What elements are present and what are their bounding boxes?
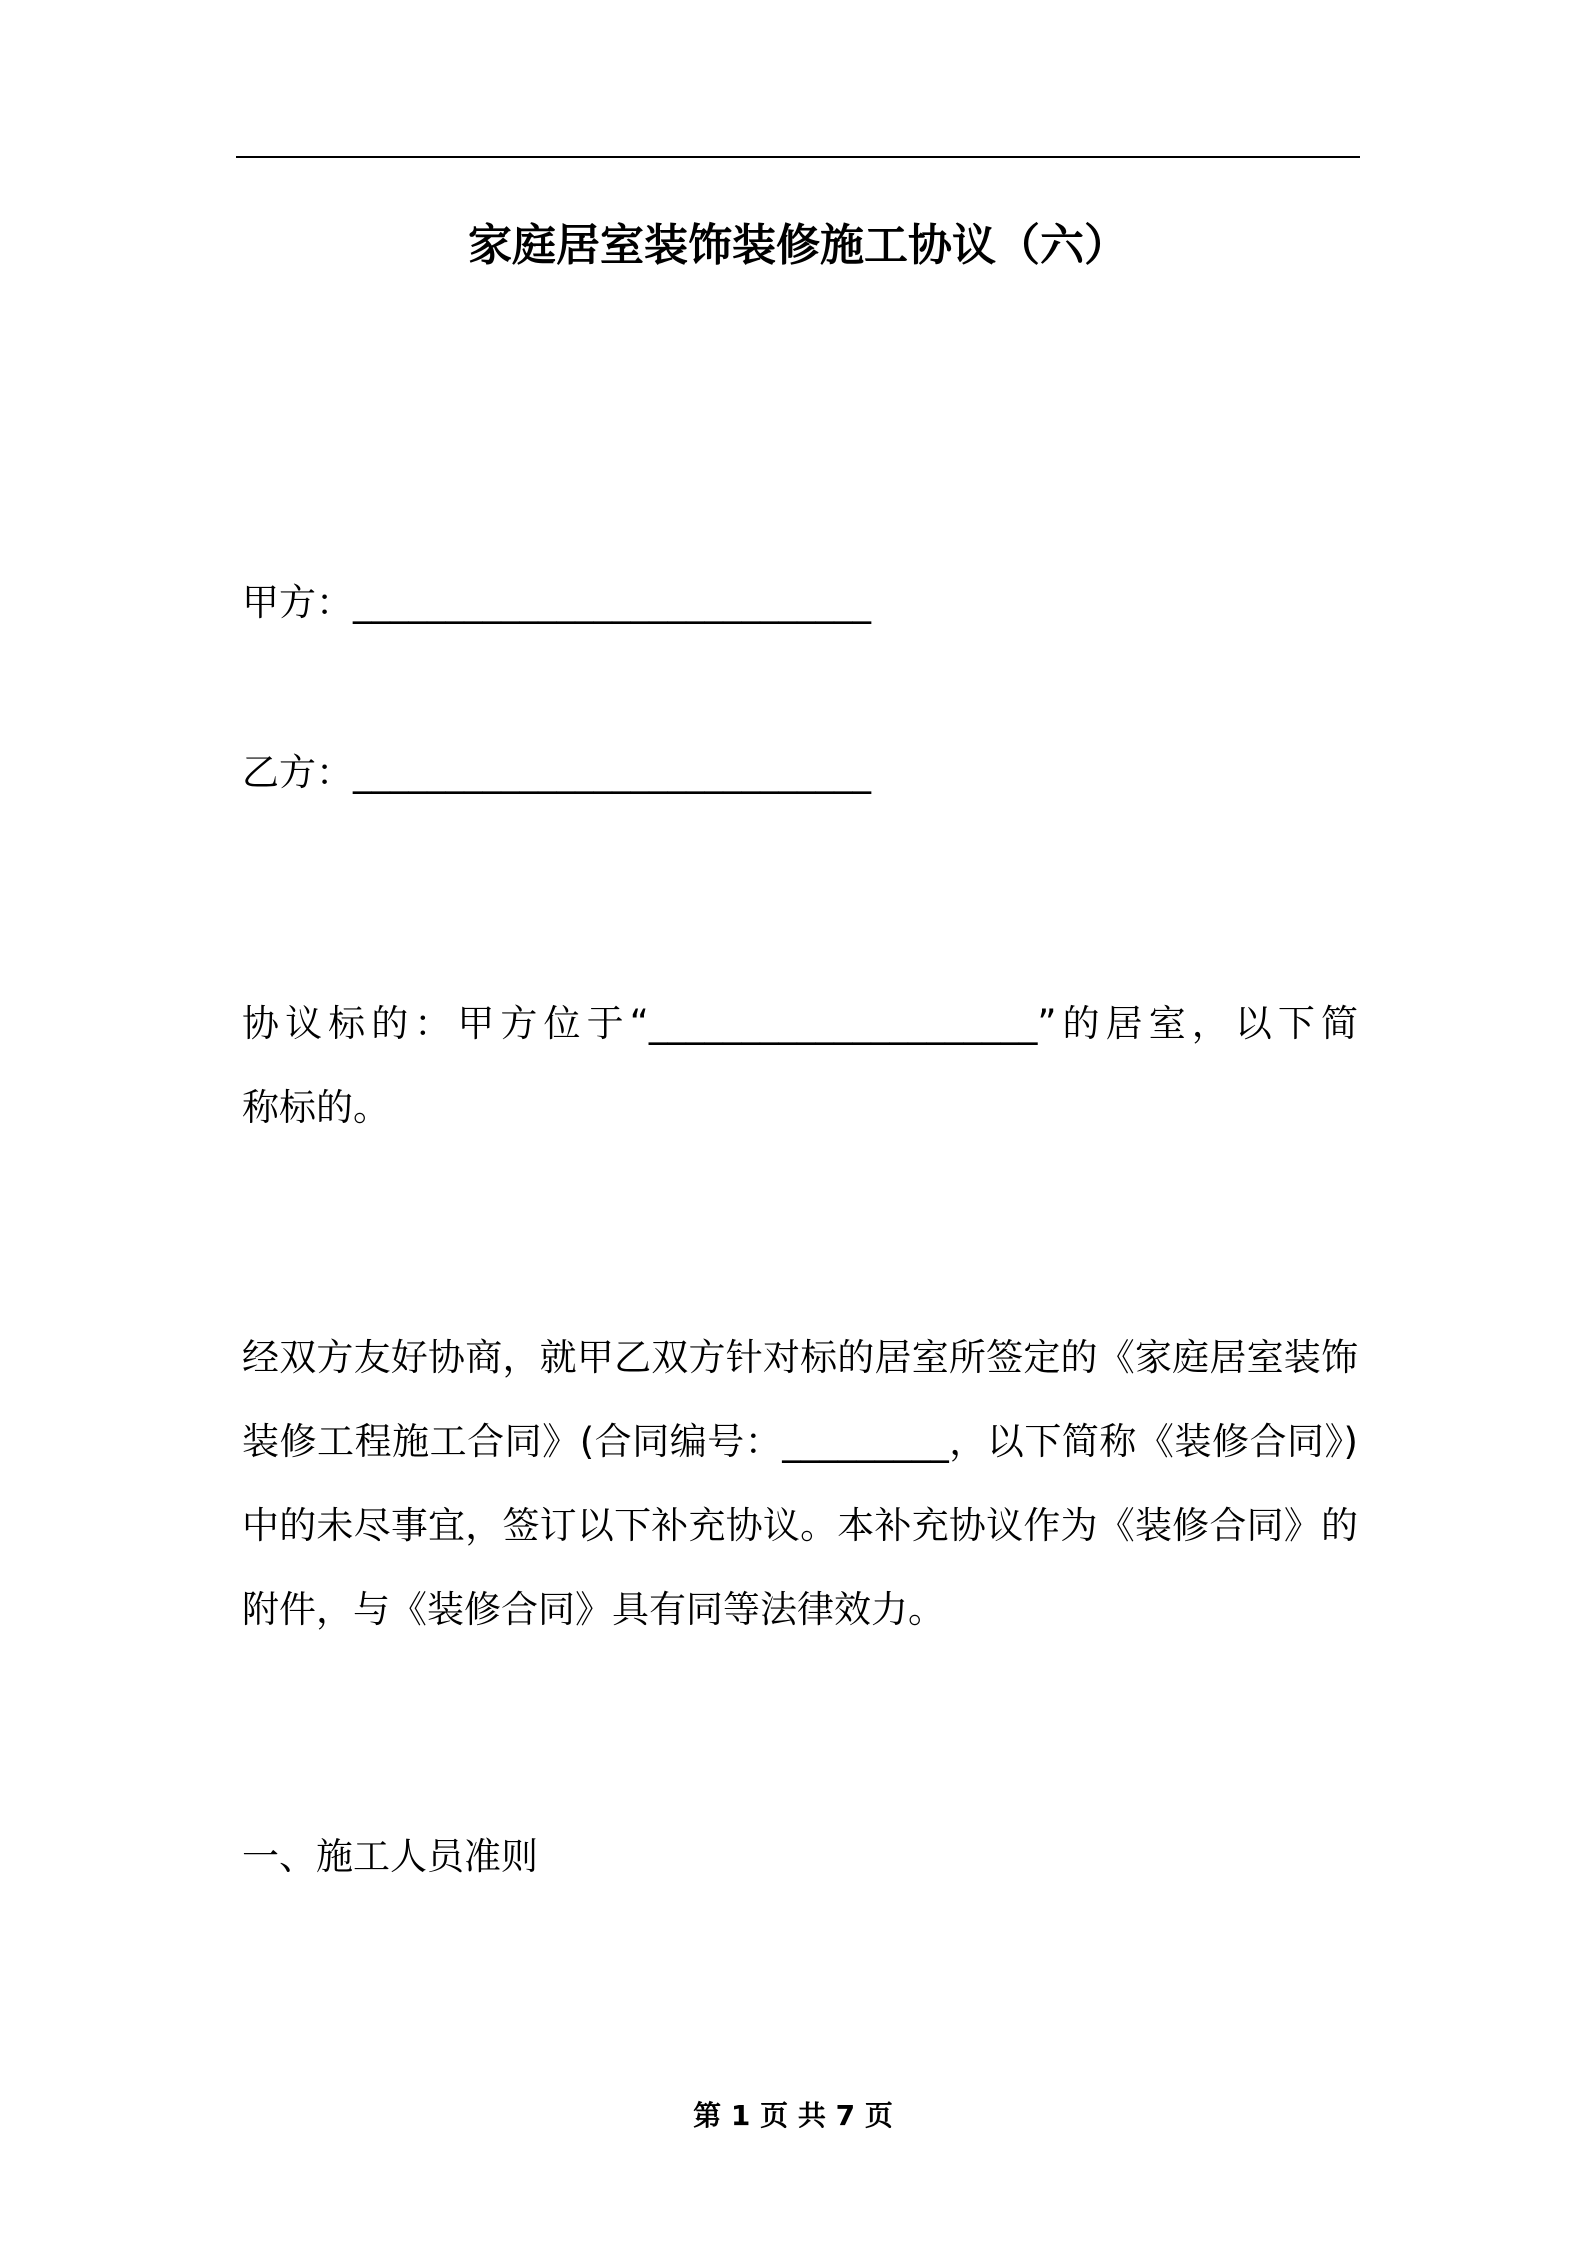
subject-line-1: 协议标的：甲方位于“_____________________”的居室，以下简	[242, 1002, 1358, 1045]
intro-line-4: 附件，与《装修合同》具有同等法律效力。	[242, 1588, 945, 1631]
intro-line-3: 中的未尽事宜，签订以下补充协议。本补充协议作为《装修合同》的	[242, 1504, 1358, 1547]
section-1-heading: 一、施工人员准则	[242, 1835, 538, 1878]
header-rule	[236, 156, 1360, 158]
intro-paragraph	[242, 1316, 1358, 1652]
subject-paragraph	[242, 982, 1358, 1150]
page-indicator: 第 1 页 共 7 页	[693, 2099, 893, 2132]
intro-line-2: 装修工程施工合同》(合同编号：_________，以下简称《装修合同》)	[242, 1420, 1358, 1463]
party-b-line: 乙方：____________________________	[242, 751, 871, 794]
subject-line-2: 称标的。	[242, 1086, 390, 1129]
party-a-line: 甲方：____________________________	[242, 581, 871, 624]
document-title: 家庭居室装饰装修施工协议（六）	[468, 220, 1128, 271]
intro-line-1: 经双方友好协商，就甲乙双方针对标的居室所签定的《家庭居室装饰	[242, 1336, 1358, 1379]
